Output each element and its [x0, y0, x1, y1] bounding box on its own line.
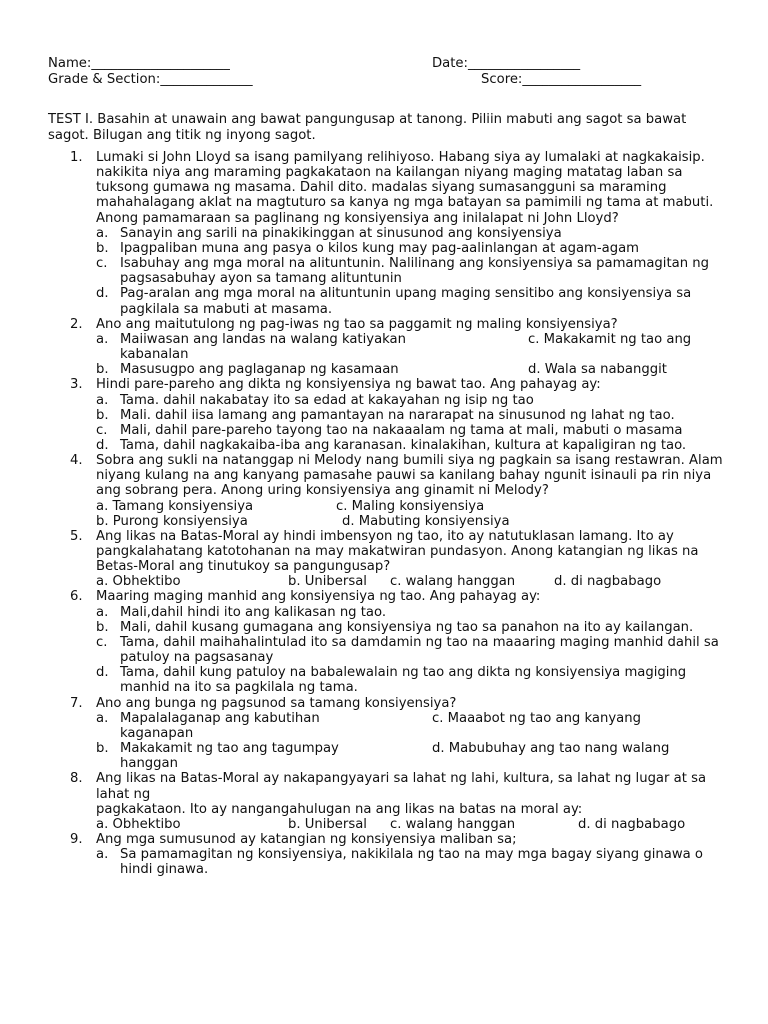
option-a[interactable]: a. Obhektibo	[96, 816, 181, 832]
option-text: Sanayin ang sarili na pinakikinggan at sinusunod ang konsiyensiya	[120, 225, 562, 241]
option-letter: d.	[96, 286, 109, 302]
option-b[interactable]: b. Unibersal	[288, 574, 367, 590]
option-letter: a.	[96, 225, 109, 241]
option-a[interactable]	[48, 711, 450, 726]
option-a[interactable]: a. Tamang konsiyensiya	[96, 498, 254, 514]
date-field[interactable]: Date:_________________	[432, 56, 581, 71]
option-d[interactable]	[48, 286, 728, 316]
option-text: Mapalalaganap ang kabutihan	[120, 710, 320, 726]
option-c[interactable]	[48, 256, 728, 286]
option-a[interactable]	[48, 393, 728, 408]
question-text: Ang likas na Batas-Moral ay nakapangyayari sa lahat ng lahi, kultura, sa lahat ng lugar at sa lahat ng	[96, 771, 707, 802]
question-number: 2.	[70, 316, 83, 332]
question-2	[48, 317, 728, 378]
option-d[interactable]	[48, 665, 728, 695]
option-a[interactable]: a. Obhektibo	[96, 574, 181, 590]
option-text: Tama, dahil nagkakaiba-iba ang karanasan. kinalakihan, kultura at kapaligiran ng tao.	[120, 437, 687, 453]
option-text: Mali, dahil pare-pareho tayong tao na nakaaalam ng tama at mali, mabuti o masama	[120, 422, 683, 438]
question-9	[48, 832, 728, 877]
question-5	[48, 529, 728, 590]
option-a[interactable]	[48, 847, 728, 877]
option-d-continuation: hanggan	[120, 756, 178, 772]
option-text: Isabuhay ang mga moral na alituntunin. Nalilinang ang konsiyensiya sa pamamagitan ng pagsasabuhay ayon sa tamang alituntunin	[120, 256, 709, 287]
score-field[interactable]: Score:__________________	[481, 72, 642, 87]
option-c[interactable]	[48, 423, 728, 438]
option-text: Makakamit ng tao ang tagumpay	[120, 741, 339, 757]
option-b[interactable]: b. Unibersal	[288, 816, 367, 832]
option-d[interactable]: d. Mabuting konsiyensiya	[342, 513, 510, 529]
option-letter: d.	[96, 437, 109, 453]
question-1	[48, 150, 728, 317]
question-number: 4.	[70, 453, 83, 469]
question-number: 7.	[70, 695, 83, 711]
option-b[interactable]	[48, 741, 450, 756]
question-text-continued: pagkakataon. Ito ay nangangahulugan na ang likas na batas na moral ay:	[96, 801, 583, 817]
option-c[interactable]: c. walang hanggan	[390, 574, 516, 590]
option-c[interactable]: c. walang hanggan	[390, 816, 516, 832]
option-letter: d.	[96, 665, 109, 681]
option-letter: b.	[96, 240, 109, 256]
option-a[interactable]	[48, 332, 500, 347]
question-number: 9.	[70, 831, 83, 847]
option-c[interactable]: c. Maaabot ng tao ang kanyang	[432, 710, 641, 726]
option-a[interactable]	[48, 226, 728, 241]
question-text: Hindi pare-pareho ang dikta ng konsiyensiya ng bawat tao. Ang pahayag ay:	[96, 377, 601, 393]
question-text: Ang mga sumusunod ay katangian ng konsiyensiya maliban sa;	[96, 831, 517, 847]
question-number: 3.	[70, 377, 83, 393]
option-d[interactable]: d. Mabubuhay ang tao nang walang	[432, 741, 670, 757]
question-3	[48, 377, 728, 453]
question-6	[48, 589, 728, 695]
option-text: Tama. dahil nakabatay ito sa edad at kakayahan ng isip ng tao	[120, 392, 534, 408]
option-letter: b.	[96, 741, 109, 757]
option-letter: b.	[96, 362, 109, 378]
question-text: Ano ang maitutulong ng pag-iwas ng tao sa paggamit ng maling konsiyensiya?	[96, 316, 618, 332]
question-number: 6.	[70, 589, 83, 605]
option-text: Mali, dahil kusang gumagana ang konsiyensiya ng tao sa panahon na ito ay kailangan.	[120, 619, 694, 635]
option-b[interactable]: b. Purong konsiyensiya	[96, 513, 248, 529]
option-letter: c.	[96, 256, 108, 272]
option-text: Tama, dahil maihahalintulad ito sa damdamin ng tao na maaaring maging manhid dahil sa patuloy na pagsasanay	[120, 634, 719, 666]
question-number: 5.	[70, 528, 83, 544]
question-list	[48, 150, 728, 877]
option-letter: c.	[96, 422, 108, 438]
option-c[interactable]: c. Maling konsiyensiya	[336, 498, 485, 514]
question-text: Maaring maging manhid ang konsiyensiya ng tao. Ang pahayag ay:	[96, 589, 541, 605]
option-b[interactable]	[48, 362, 500, 377]
option-text: Maiiwasan ang landas na walang katiyakan	[120, 331, 406, 347]
question-number: 1.	[70, 150, 83, 165]
test-instructions: TEST I. Basahin at unawain ang bawat pangungusap at tanong. Piliin mabuti ang sagot sa bawat sagot. Bilugan ang titik ng inyong sagot.	[48, 112, 687, 143]
option-b[interactable]	[48, 408, 728, 423]
option-c[interactable]: c. Makakamit ng tao ang	[528, 331, 692, 347]
option-d[interactable]	[48, 438, 728, 453]
option-text: Tama, dahil kung patuloy na babalewalain ng tao ang dikta ng konsiyensiya magiging manhid na ito sa pagkilala ng tama.	[120, 665, 687, 696]
option-letter: c.	[96, 634, 108, 650]
option-letter: a.	[96, 392, 109, 408]
question-7	[48, 696, 728, 772]
option-c-continuation: kaganapan	[120, 725, 194, 741]
option-letter: a.	[96, 847, 109, 863]
option-letter: a.	[96, 331, 109, 347]
option-b[interactable]	[48, 241, 728, 256]
option-d[interactable]: d. Wala sa nabanggit	[528, 362, 667, 378]
grade-section-field[interactable]: Grade & Section:______________	[48, 72, 253, 87]
option-text: Mali,dahil hindi ito ang kalikasan ng tao.	[120, 604, 387, 620]
question-number: 8.	[70, 771, 83, 787]
option-text: Pag-aralan ang mga moral na alituntunin upang maging sensitibo ang konsiyensiya sa pagkilala sa mabuti at masama.	[120, 286, 692, 317]
option-text: Sa pamamagitan ng konsiyensiya, nakikilala ng tao na may mga bagay siyang ginawa o hindi ginawa.	[120, 847, 703, 878]
question-text: Ang likas na Batas-Moral ay hindi imbensyon ng tao, ito ay natutuklasan lamang. Ito ay pangkalahatang katotohanan na may makatwiran pundasyon. Anong katangian ng likas na Betas-Moral ang tinutukoy sa pangungusap?	[96, 528, 699, 575]
option-letter: b.	[96, 407, 109, 423]
option-d[interactable]: d. di nagbabago	[578, 816, 686, 832]
option-letter: a.	[96, 604, 109, 620]
question-4	[48, 453, 728, 529]
option-c-continuation: kabanalan	[120, 347, 189, 363]
option-text: Ipagpaliban muna ang pasya o kilos kung may pag-aalinlangan at agam-agam	[120, 240, 640, 256]
option-text: Mali. dahil iisa lamang ang pamantayan na nararapat na sinusunod ng lahat ng tao.	[120, 407, 675, 423]
question-text: Sobra ang sukli na natanggap ni Melody nang bumili siya ng pagkain sa isang restawran. Alam niyang kulang na ang kanyang pamasahe pauwi sa kanilang bahay ngunit isinauli pa rin niya ang sobrang pera. Anong uring konsiyensiya ang ginamit ni Melody?	[96, 453, 723, 499]
option-letter: a.	[96, 710, 109, 726]
question-text: Ano ang bunga ng pagsunod sa tamang konsiyensiya?	[96, 695, 457, 711]
question-8	[48, 771, 728, 832]
option-text: Masusugpo ang paglaganap ng kasamaan	[120, 362, 399, 378]
option-b[interactable]	[48, 620, 728, 635]
option-d[interactable]: d. di nagbabago	[554, 574, 662, 590]
option-a[interactable]	[48, 605, 728, 620]
option-letter: b.	[96, 619, 109, 635]
option-c[interactable]	[48, 635, 728, 665]
question-text: Lumaki si John Lloyd sa isang pamilyang relihiyoso. Habang siya ay lumalaki at nagkakaisip. nakikita niya ang maraming pagkakataon na kailangan niyang maging matatag laban sa tuksong gumawa ng masama. Dahil dito. madalas siyang sumasangguni sa maraming mahahalagang aklat na magtuturo sa kanya ng mga batayan sa pamimili ng tama at mabuti. Anong pamamaraan sa paglinang ng konsiyensiya ang inilalapat ni John Lloyd?	[96, 150, 714, 226]
name-field[interactable]: Name:_____________________	[48, 56, 230, 71]
